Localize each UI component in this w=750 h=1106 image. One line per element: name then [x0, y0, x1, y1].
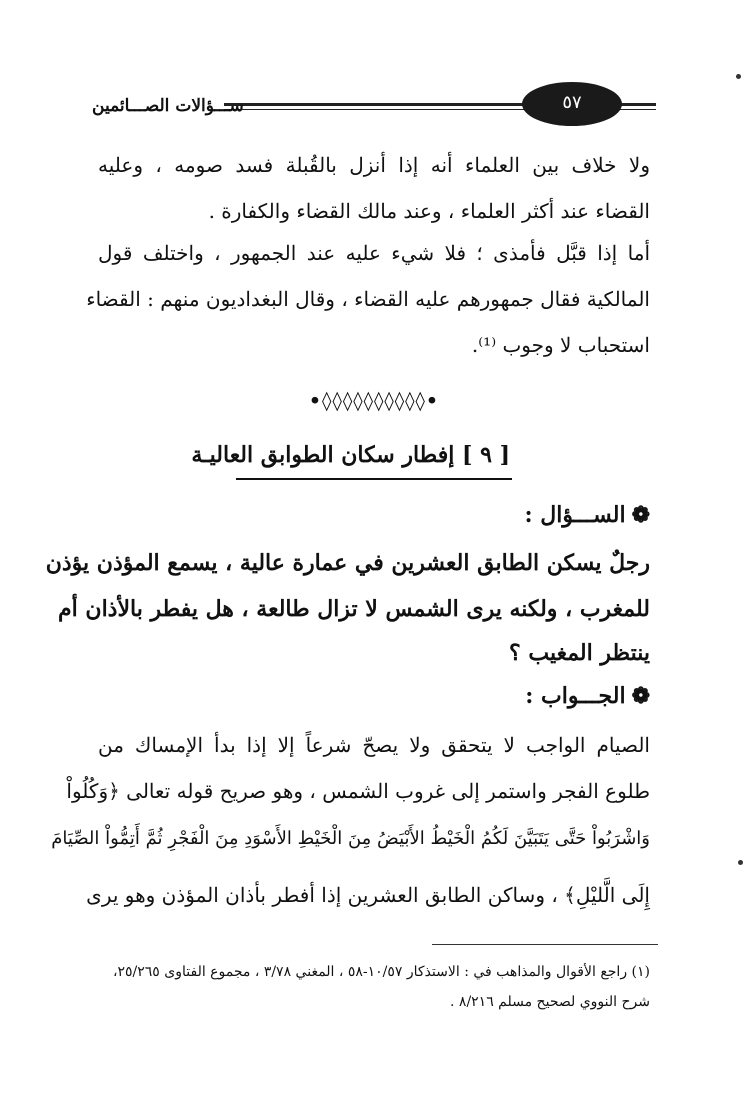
- paragraph-1-line-1: ولا خلاف بين العلماء أنه إذا أنزل بالقُبلة فسد صومه ، وعليه: [98, 153, 650, 177]
- paragraph-1-line-2: القضاء عند أكثر العلماء ، وعند مالك القضاء والكفارة .: [208, 199, 650, 223]
- section-heading-underline: [236, 478, 512, 480]
- paragraph-2-line-2: المالكية فقال جمهورهم عليه القضاء ، وقال البغداديون منهم : القضاء: [86, 287, 650, 311]
- question-line-2: للمغرب ، ولكنه يرى الشمس لا تزال طالعة ، هل يفطر بالأذان أم: [58, 596, 650, 622]
- footnote-line-2: شرح النووي لصحيح مسلم ٨/٢١٦ .: [450, 994, 650, 1010]
- header-rule-right-thin: [620, 109, 656, 110]
- paragraph-2-line-1: أما إذا قبَّل فأمذى ؛ فلا شيء عليه عند الجمهور ، واختلف قول: [98, 241, 650, 265]
- answer-line-1: الصيام الواجب لا يتحقق ولا يصحّ شرعاً إلا إذا بدأ الإمساك من: [98, 733, 650, 757]
- header-rule-left-thin: [224, 109, 524, 110]
- question-label-text: الســـؤال :: [524, 502, 626, 528]
- answer-label-text: الجـــواب :: [525, 683, 626, 709]
- paragraph-2-line-3: استحباب لا وجوب ⁽¹⁾.: [471, 333, 650, 357]
- section-heading: [ ٩ ] إفطار سكان الطوابق العاليـة: [191, 442, 510, 468]
- question-line-3: ينتظر المغيب ؟: [509, 640, 650, 666]
- answer-label: [525, 683, 650, 709]
- flower-ornament-icon: ❁: [631, 683, 650, 709]
- question-label: [525, 502, 650, 528]
- answer-line-4: إِلَى الَّليْلِ﴾ ، وساكن الطابق العشرين إذا أفطر بأذان المؤذن وهو يرى: [86, 883, 650, 907]
- page-number: ٥٧: [562, 92, 582, 113]
- answer-line-3: وَاشْرَبُواْ حَتَّى يَتَبَيَّنَ لَكُمُ الْخَيْطُ الأَبْيَضُ مِنَ الْخَيْطِ الأَسْوَدِ مِنَ الْفَجْرِ ثُمَّ أَتِمُّواْ الصِّيَامَ: [51, 828, 650, 849]
- question-line-1: رجلٌ يسكن الطابق العشرين في عمارة عالية ، يسمع المؤذن يؤذن: [45, 550, 650, 576]
- footnote-line-1: (١) راجع الأقوال والمذاهب في : الاستذكار ١٠/٥٧-٥٨ ، المغني ٣/٧٨ ، مجموع الفتاوى ٢٥/٢٦٥،: [112, 964, 650, 980]
- flower-ornament-icon: ❁: [631, 502, 650, 528]
- answer-line-2: طلوع الفجر واستمر إلى غروب الشمس ، وهو صريح قوله تعالى ﴿وَكُلُواْ: [66, 779, 650, 803]
- running-title: ســـؤالات الصـــائمين: [92, 96, 244, 116]
- decorative-ornament: •◊◊◊◊◊◊◊◊◊◊•: [308, 390, 440, 412]
- header-rule-left: [224, 103, 524, 106]
- footnote-separator: [432, 944, 658, 945]
- margin-mark-top: [736, 74, 741, 79]
- header-rule-right: [620, 103, 656, 106]
- margin-mark-bottom: [738, 860, 743, 865]
